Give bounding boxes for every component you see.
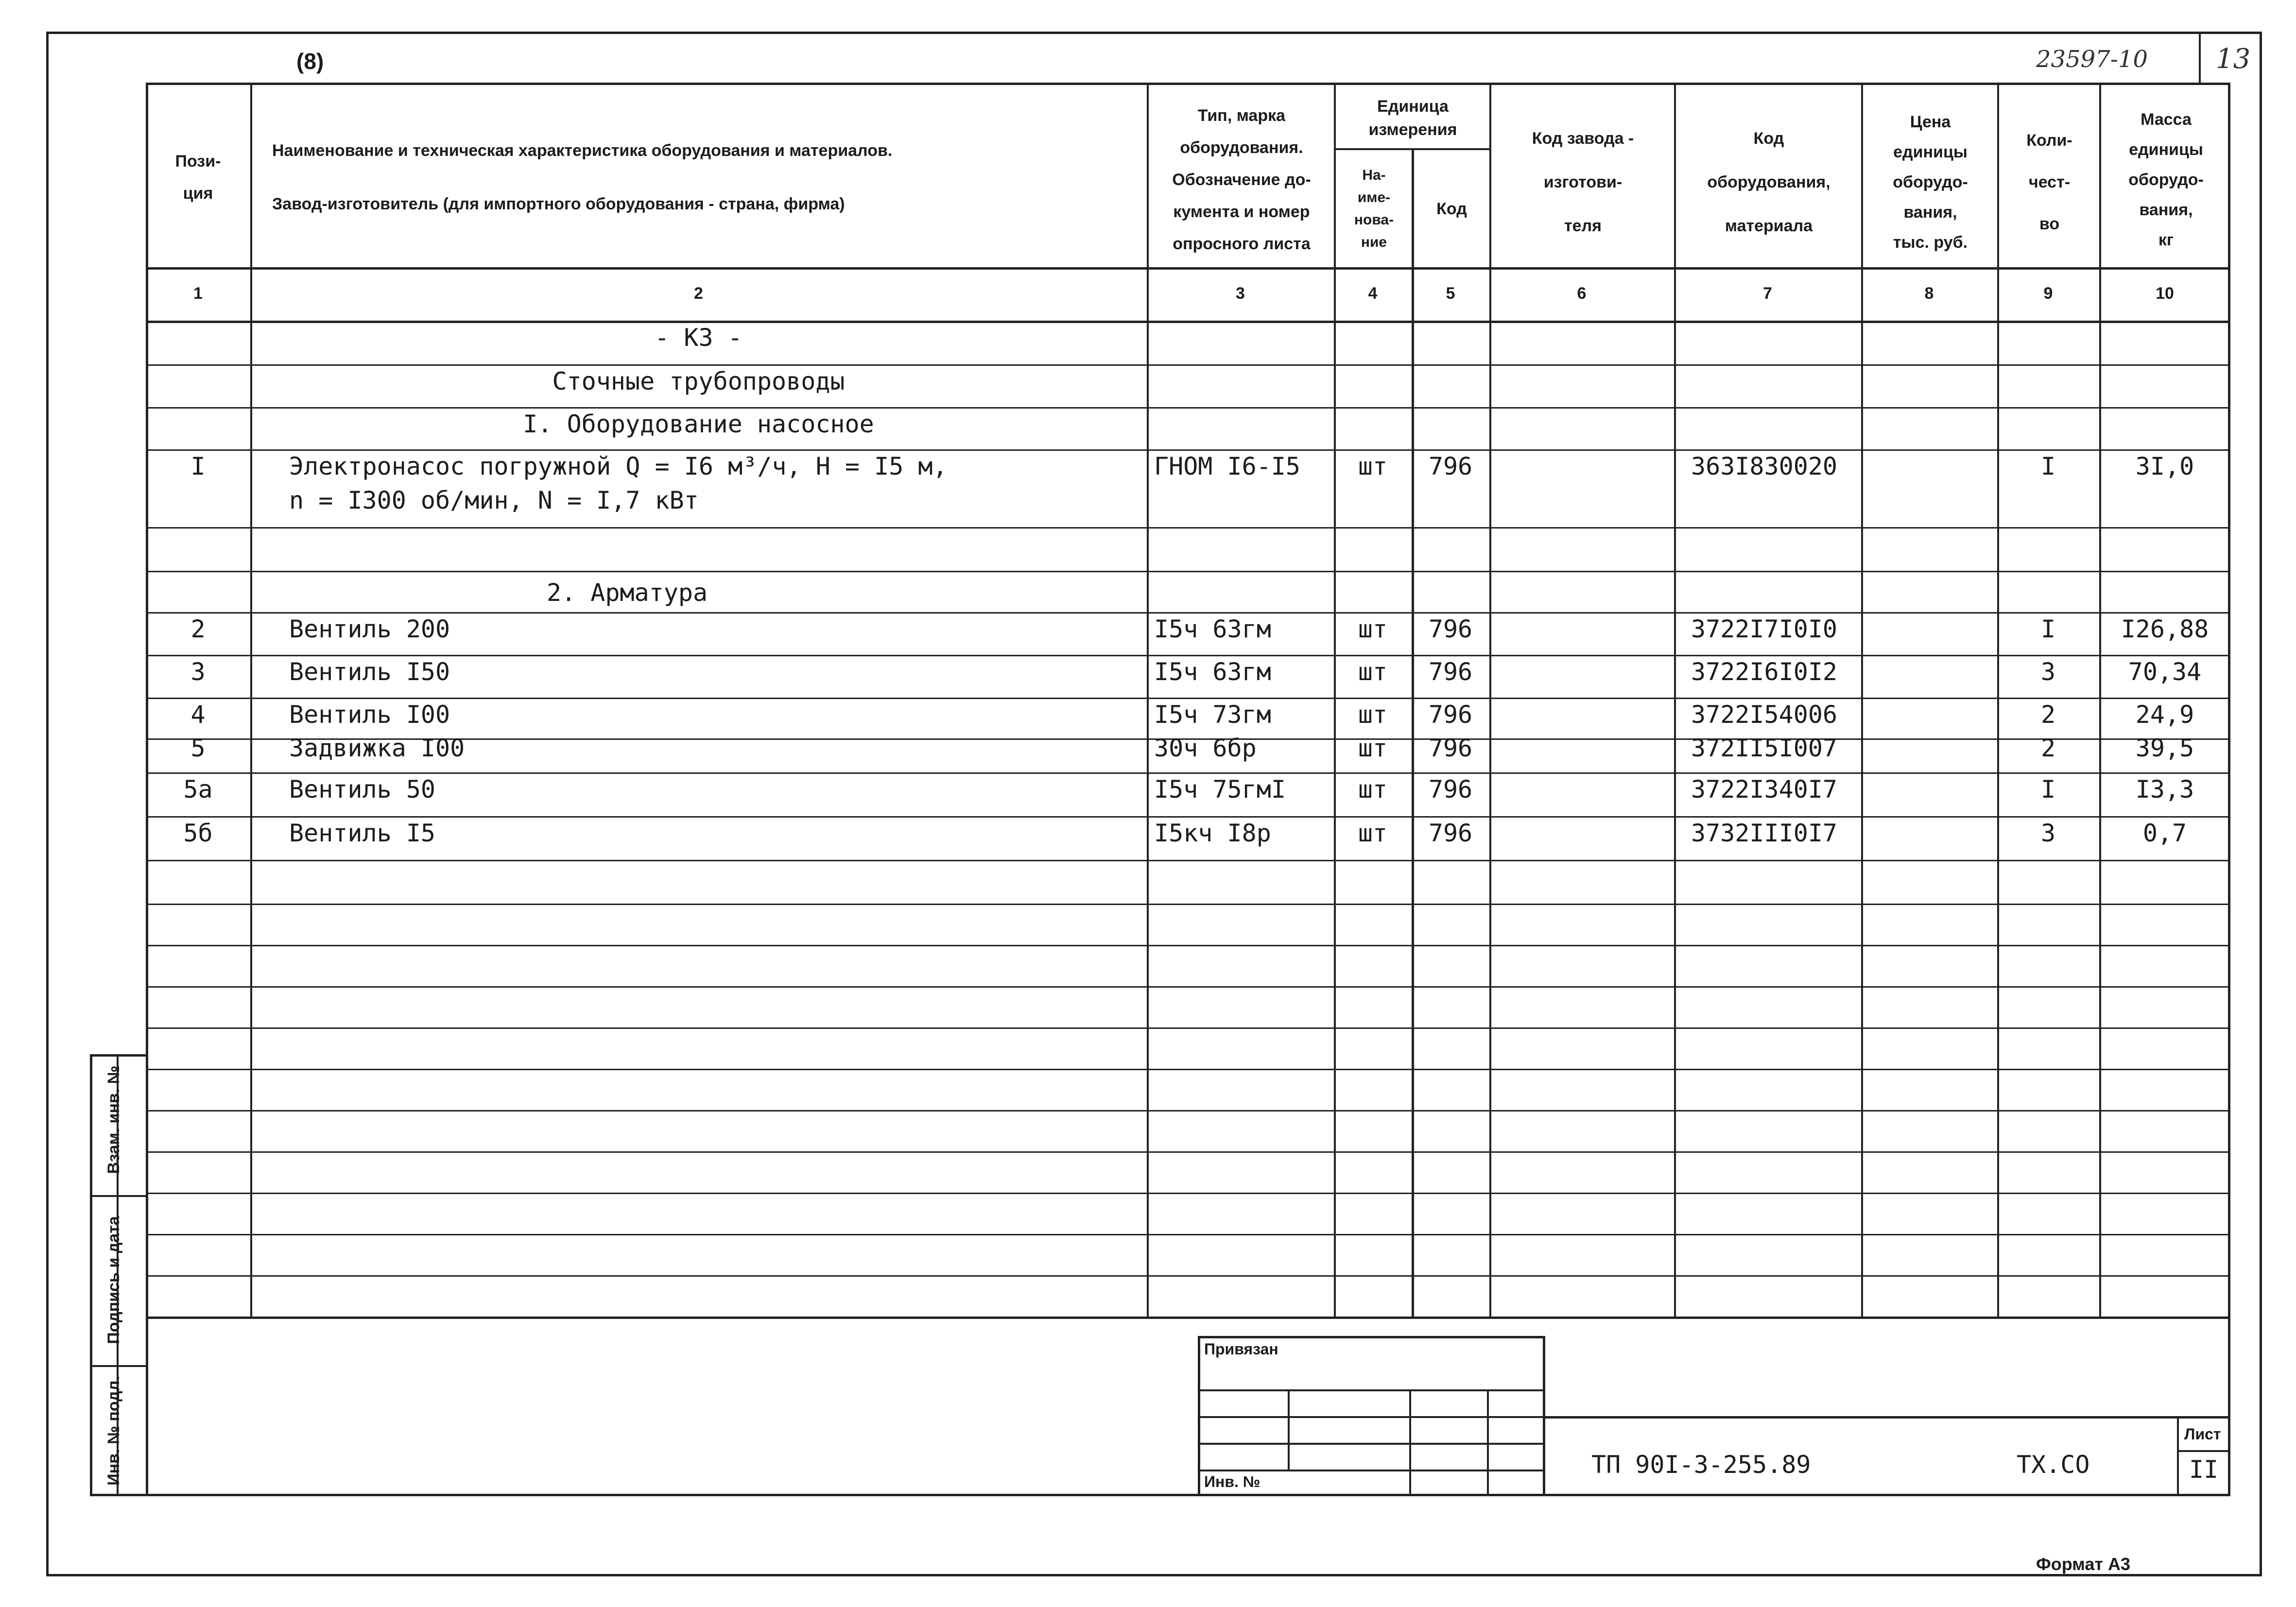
header-type: Тип, марка оборудования. Обозначение до- кумента и номер опросного листа (1172, 106, 1311, 253)
cell-unit: шт (1358, 775, 1388, 804)
row-line (146, 772, 2230, 774)
side-label-inv: Инв. № подл. (104, 1376, 123, 1486)
stamp-designation: ТП 90I-3-255.89 (1591, 1451, 1811, 1479)
colnum-6: 6 (1577, 284, 1587, 303)
cell-equip-code: 3722I6I0I2 (1691, 658, 1838, 686)
cell-unit-code: 796 (1428, 658, 1473, 686)
cell-mass: 0,7 (2142, 819, 2187, 847)
header-unit-code: Код (1436, 200, 1467, 218)
row-line (146, 816, 2230, 818)
header-unit-group: Единица измерения (1368, 97, 1457, 139)
side-sep-2 (90, 1365, 148, 1367)
stamp-code: ТХ.СО (2017, 1451, 2090, 1479)
cell-unit-code: 796 (1428, 615, 1473, 643)
cell-equip-code: 372II5I007 (1691, 734, 1838, 762)
cell-unit-code: 796 (1428, 701, 1473, 729)
side-sep-1 (90, 1195, 148, 1197)
cell-type: ГНОМ I6-I5 (1154, 452, 1301, 480)
row-line (146, 698, 2230, 699)
stamp-vline-2 (1409, 1389, 1411, 1496)
section-pumps: I. Оборудование насосное (523, 410, 874, 438)
colnum-2: 2 (694, 284, 703, 303)
cell-type: I5ч 63гм (1154, 658, 1271, 686)
cell-qty: 3 (2040, 658, 2056, 686)
header-qty: Коли- чест- во (2026, 131, 2072, 233)
cell-name: Вентиль I00 (289, 701, 450, 729)
col-line-7 (1861, 83, 1863, 1319)
cell-name: Вентиль 50 (289, 775, 436, 804)
row-line (146, 1027, 2230, 1029)
row-line (146, 986, 2230, 988)
cell-equip-code: 3722I54006 (1691, 701, 1838, 729)
table-bottom-line (146, 1316, 2230, 1319)
cell-equip-code: 3722I7I0I0 (1691, 615, 1838, 643)
cell-position: 5а (183, 775, 213, 804)
cell-type: I5кч I8р (1154, 819, 1271, 847)
cell-qty: I (2040, 615, 2056, 643)
cell-unit: шт (1358, 658, 1388, 686)
cell-equip-code: 3732III0I7 (1691, 819, 1838, 847)
cell-position: 4 (190, 701, 206, 729)
col-line-6 (1674, 83, 1676, 1319)
stamp-list-label: Лист (2184, 1425, 2221, 1443)
page-corner-number: 13 (2216, 43, 2251, 75)
cell-name: Вентиль I5 (289, 819, 436, 847)
col-line-1 (250, 83, 252, 1319)
cell-mass: I26,88 (2121, 615, 2209, 643)
row-line (146, 1234, 2230, 1235)
cell-mass: 70,34 (2128, 658, 2202, 686)
row-line (146, 904, 2230, 905)
row-line (146, 1110, 2230, 1111)
colnum-8: 8 (1924, 284, 1934, 303)
stamp-line-1 (1198, 1389, 1545, 1391)
header-equip-code: Код оборудования, материала (1707, 129, 1830, 235)
cell-name: Задвижка I00 (289, 734, 465, 762)
cell-unit: шт (1358, 819, 1388, 847)
cell-unit: шт (1358, 452, 1388, 480)
cell-type: I5ч 63гм (1154, 615, 1271, 643)
cell-unit-code: 796 (1428, 734, 1473, 762)
cell-qty: 3 (2040, 819, 2056, 847)
doc-number: 23597-10 (2036, 46, 2148, 73)
row-line (146, 449, 2230, 451)
row-line (146, 655, 2230, 656)
header-mass: Масса единицы оборудо- вания, кг (2128, 110, 2204, 249)
cell-equip-code: 3722I340I7 (1691, 775, 1838, 804)
colnum-1: 1 (193, 284, 203, 303)
row-line (146, 1151, 2230, 1153)
section-fittings: 2. Арматура (547, 579, 708, 607)
cell-unit: шт (1358, 734, 1388, 762)
row-line (146, 860, 2230, 861)
section-k3: - К3 - (655, 324, 742, 352)
cell-unit: шт (1358, 615, 1388, 643)
cell-qty: I (2040, 775, 2056, 804)
cell-position: 5б (183, 819, 213, 847)
cell-position: 3 (190, 658, 206, 686)
cell-mass: 3I,0 (2135, 452, 2194, 480)
cell-name: Вентиль I50 (289, 658, 450, 686)
colnum-10: 10 (2156, 284, 2174, 303)
section-pipes: Сточные трубопроводы (552, 367, 845, 395)
colnum-4: 4 (1368, 284, 1378, 303)
cell-equip-code: 363I830020 (1691, 452, 1838, 480)
title-top-line (1545, 1416, 2230, 1419)
cell-type: I5ч 75гмI (1154, 775, 1286, 804)
colnum-7: 7 (1763, 284, 1772, 303)
cell-unit-code: 796 (1428, 452, 1473, 480)
colnum-5: 5 (1446, 284, 1455, 303)
stamp-inv-no: Инв. № (1204, 1473, 1260, 1490)
stamp-vline-3 (1487, 1389, 1489, 1496)
colnum-3: 3 (1236, 284, 1245, 303)
row-line (146, 571, 2230, 572)
header-price: Цена единицы оборудо- вания, тыс. руб. (1893, 113, 1968, 252)
row-line (146, 1193, 2230, 1194)
cell-mass: 39,5 (2135, 734, 2194, 762)
row-line (146, 612, 2230, 614)
cell-unit-code: 796 (1428, 819, 1473, 847)
sheet-mark: (8) (296, 49, 324, 74)
stamp-vline-1 (1288, 1389, 1290, 1470)
side-label-vzam: Взам. инв. № (104, 1065, 123, 1174)
cell-mass: 24,9 (2135, 701, 2194, 729)
cell-unit-code: 796 (1428, 775, 1473, 804)
header-plant-code: Код завода - изготови- теля (1532, 129, 1634, 235)
cell-qty: I (2040, 452, 2056, 480)
cell-name: Вентиль 200 (289, 615, 450, 643)
list-box-divider (2177, 1416, 2179, 1496)
cell-qty: 2 (2040, 701, 2056, 729)
row-line (146, 945, 2230, 946)
stamp-list-number: II (2189, 1455, 2219, 1484)
cell-position: 2 (190, 615, 206, 643)
stamp-line-3 (1198, 1443, 1545, 1445)
cell-mass: I3,3 (2135, 775, 2194, 804)
header-name: Наименование и техническая характеристика оборудования и материалов. Завод-изготовитель (для импортного оборудования - страна, фирма) (272, 141, 893, 213)
row-line (146, 407, 2230, 409)
row-line (146, 1069, 2230, 1070)
row-line (146, 527, 2230, 529)
cell-name: Электронасос погружной Q = I6 м³/ч, Н = I5 м, (289, 452, 948, 480)
side-label-podpis: Подпись и дата (104, 1216, 123, 1344)
cell-qty: 2 (2040, 734, 2056, 762)
stamp-privyazan: Привязан (1204, 1340, 1278, 1358)
header-bottom-line (146, 267, 2230, 270)
cell-position: 5 (190, 734, 206, 762)
list-box-line (2177, 1450, 2230, 1452)
cell-unit: шт (1358, 701, 1388, 729)
corner-divider (2199, 34, 2201, 83)
row-line (146, 1275, 2230, 1277)
cell-position: I (190, 452, 206, 480)
cell-type: I5ч 73гм (1154, 701, 1271, 729)
format-label: Формат А3 (2036, 1554, 2131, 1574)
col-line-5 (1489, 83, 1491, 1319)
cell-type: 30ч 6бр (1154, 734, 1257, 762)
header-unit-name: На- име- нова- ние (1354, 167, 1394, 250)
colnum-9: 9 (2043, 284, 2053, 303)
cell-name-continued: n = I300 об/мин, N = I,7 кВт (289, 486, 699, 514)
stamp-line-2 (1198, 1416, 1545, 1418)
row-line (146, 364, 2230, 366)
col-line-2 (1147, 83, 1149, 1319)
header-position: Пози- ция (175, 152, 221, 203)
